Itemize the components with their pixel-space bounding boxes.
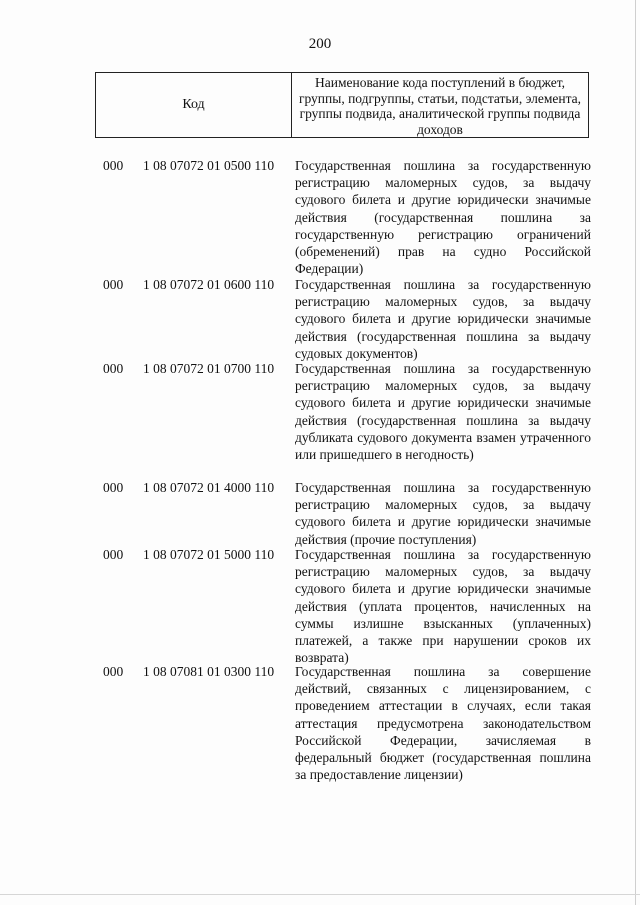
row-income-code: 1 08 07072 01 0500 110 [143,158,275,173]
header-name-cell: Наименование кода поступлений в бюджет, группы, подгруппы, статьи, подстатьи, элемента, группы подвида, аналитической группы подвида доходов [298,75,582,137]
row-income-code: 1 08 07072 01 0700 110 [143,361,275,376]
table-row [103,276,591,360]
row-admin-code: 000 [103,547,124,562]
row-admin-code: 000 [103,480,124,495]
table-row [103,479,591,546]
code-list [103,157,591,783]
table-row [103,546,591,666]
row-income-code: 1 08 07081 01 0300 110 [143,664,275,679]
page-edge-bottom [0,894,640,895]
row-description: Государственная пошлина за государственную регистрацию маломерных судов, за выдачу судового билета и другие юридически значимые действия (государственная пошлина за выдачу дубликата судового документа взамен утраченного или пришедшего в негодность) [295,361,591,463]
row-admin-code: 000 [103,361,124,376]
row-income-code: 1 08 07072 01 4000 110 [143,480,275,495]
row-description: Государственная пошлина за государственную регистрацию маломерных судов, за выдачу судового билета и другие юридически значимые действия (государственная пошлина за выдачу судовых документов) [295,277,591,361]
table-row [103,663,591,783]
table-header [95,72,589,138]
row-income-code: 1 08 07072 01 0600 110 [143,277,275,292]
row-income-code: 1 08 07072 01 5000 110 [143,547,275,562]
page-number: 200 [308,36,332,52]
row-description: Государственная пошлина за государственную регистрацию маломерных судов, за выдачу судового билета и другие юридически значимые действия (уплата процентов, начисленных на суммы излишне взысканных (уплаченных) платежей, а также при нарушении сроков их возврата) [295,547,591,666]
page-edge-right [635,0,636,905]
row-admin-code: 000 [103,664,124,679]
table-row [103,360,591,479]
row-admin-code: 000 [103,158,124,173]
table-row [103,157,591,276]
row-description: Государственная пошлина за совершение действий, связанных с лицензированием, с проведением аттестации в случаях, если такая аттестация предусмотрена законодательством Российской Федерации, зачисляемая в федеральный бюджет (государственная пошлина за предоставление лицензии) [295,664,591,783]
row-description: Государственная пошлина за государственную регистрацию маломерных судов, за выдачу судового билета и другие юридически значимые действия (государственная пошлина за государственную регистрацию ограничений (обременений) прав на судно Российской Федерации) [295,158,591,277]
header-code-cell: Код [96,73,292,137]
row-admin-code: 000 [103,277,124,292]
row-description: Государственная пошлина за государственную регистрацию маломерных судов, за выдачу судового билета и другие юридически значимые действия (прочие поступления) [295,480,591,547]
